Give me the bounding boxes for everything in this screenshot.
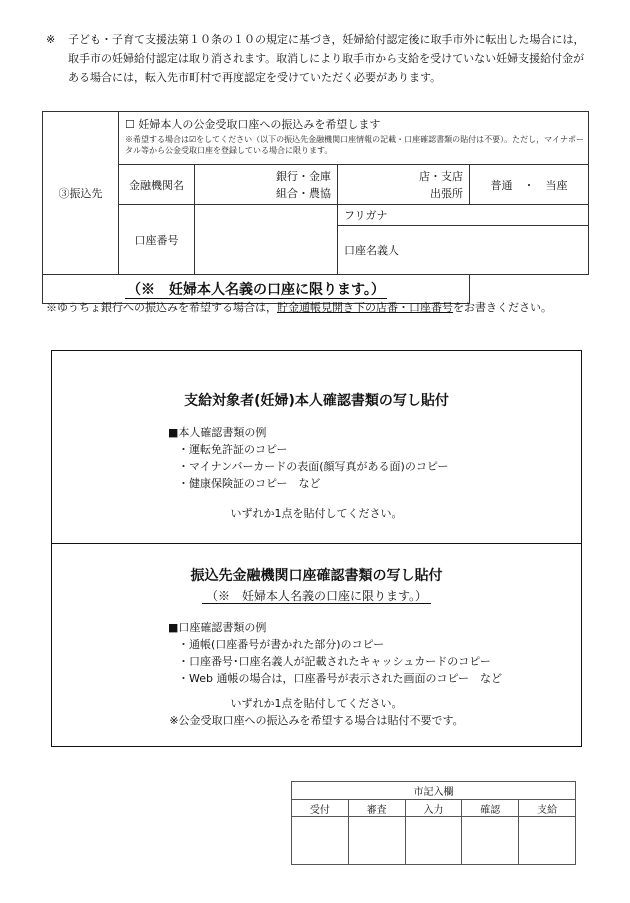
bank-doc-list [170, 619, 502, 687]
document-paste-area [51, 350, 582, 747]
office-col-review: 審査 [348, 800, 405, 817]
public-account-option-cell [119, 112, 589, 165]
bank-footer [52, 695, 581, 729]
account-number-label: 口座番号 [119, 205, 195, 275]
office-stamp-box [292, 817, 349, 865]
bank-item: ・通帳(口座番号が書かれた部分)のコピー [178, 638, 385, 651]
office-stamp-box [405, 817, 462, 865]
identity-item: ・健康保険証のコピー など [178, 477, 321, 490]
section-label: ③振込先 [43, 112, 119, 275]
identity-paste-title: 支給対象者(妊婦)本人確認書類の写し貼付 [184, 393, 449, 409]
office-col-payment: 支給 [519, 800, 576, 817]
public-account-checkbox-label[interactable]: ☐ 妊婦本人の公金受取口座への振込みを希望します [125, 118, 381, 131]
bank-paste-subtitle [52, 587, 581, 604]
account-holder-field[interactable]: 口座名義人 [338, 226, 589, 275]
bank-footer-line2: ※公金受取口座への振込みを希望する場合は貼付不要です。 [169, 714, 464, 727]
bank-transfer-table [42, 111, 589, 304]
office-use-title: 市記入欄 [292, 782, 576, 800]
office-stamp-box [348, 817, 405, 865]
identity-doc-list [170, 424, 448, 492]
office-col-receipt: 受付 [292, 800, 349, 817]
branch-line2: 出張所 [430, 186, 463, 200]
identity-footer: いずれか1点を貼付してください。 [230, 507, 403, 520]
account-type-field[interactable]: 普通 ・ 当座 [470, 165, 589, 205]
office-col-input: 入力 [405, 800, 462, 817]
bank-paste-subtitle-text: （※ 妊婦本人名義の口座に限ります。） [202, 589, 431, 604]
bank-list-head: ■口座確認書類の例 [168, 621, 267, 634]
office-use-table [291, 781, 576, 865]
bank-name-field[interactable] [195, 165, 338, 205]
account-limit-text: （※ 妊婦本人名義の口座に限ります。） [127, 282, 385, 298]
bank-type-line2: 組合・農協 [276, 186, 331, 200]
yucho-suffix: をお書きください。 [453, 301, 552, 314]
bank-footer-line1: いずれか1点を貼付してください。 [230, 697, 403, 710]
branch-name-field[interactable] [338, 165, 470, 205]
yucho-underlined: 貯金通帳見開き下の店番・口座番号 [277, 301, 453, 314]
identity-list-head: ■本人確認書類の例 [168, 426, 267, 439]
notice-text: 子ども・子育て支援法第１０条の１０の規定に基づき，妊婦給付認定後に取手市外に転出した場合には，取手市の妊婦給付認定は取り消されます。取消しにより取手市から支給を受けていない妊婦支援給付金がある場合には，転入先市町村で再度認定を受けていただく必要があります。 [68, 33, 585, 84]
public-account-note: ※希望する場合は☑をしてください（以下の振込先金融機関口座情報の記載・口座確認書類の貼付は不要）。ただし，マイナポータル等から公金受取口座を登録している場合に限ります。 [125, 135, 585, 155]
bank-item: ・Web 通帳の場合は，口座番号が表示された画面のコピー など [178, 672, 503, 685]
bank-type-line1: 銀行・金庫 [276, 169, 331, 183]
yucho-note [46, 300, 586, 316]
office-col-confirm: 確認 [462, 800, 519, 817]
branch-line1: 店・支店 [419, 169, 463, 183]
identity-item: ・運転免許証のコピー [178, 443, 288, 456]
bank-name-label: 金融機関名 [119, 165, 195, 205]
bank-item: ・口座番号･口座名義人が記載されたキャッシュカードのコピー [178, 655, 491, 668]
bank-paste-title: 振込先金融機関口座確認書類の写し貼付 [190, 568, 443, 584]
office-stamp-box [519, 817, 576, 865]
furigana-field[interactable]: フリガナ [338, 205, 589, 226]
yucho-prefix: ※ゆうちょ銀行への振込みを希望する場合は， [46, 301, 277, 314]
paste-divider [52, 543, 581, 544]
transfer-notice [46, 30, 586, 87]
identity-item: ・マイナンバーカードの表面(顔写真がある面)のコピー [178, 460, 449, 473]
office-stamp-box [462, 817, 519, 865]
notice-mark: ※ [46, 33, 56, 46]
account-number-field[interactable] [195, 205, 338, 275]
